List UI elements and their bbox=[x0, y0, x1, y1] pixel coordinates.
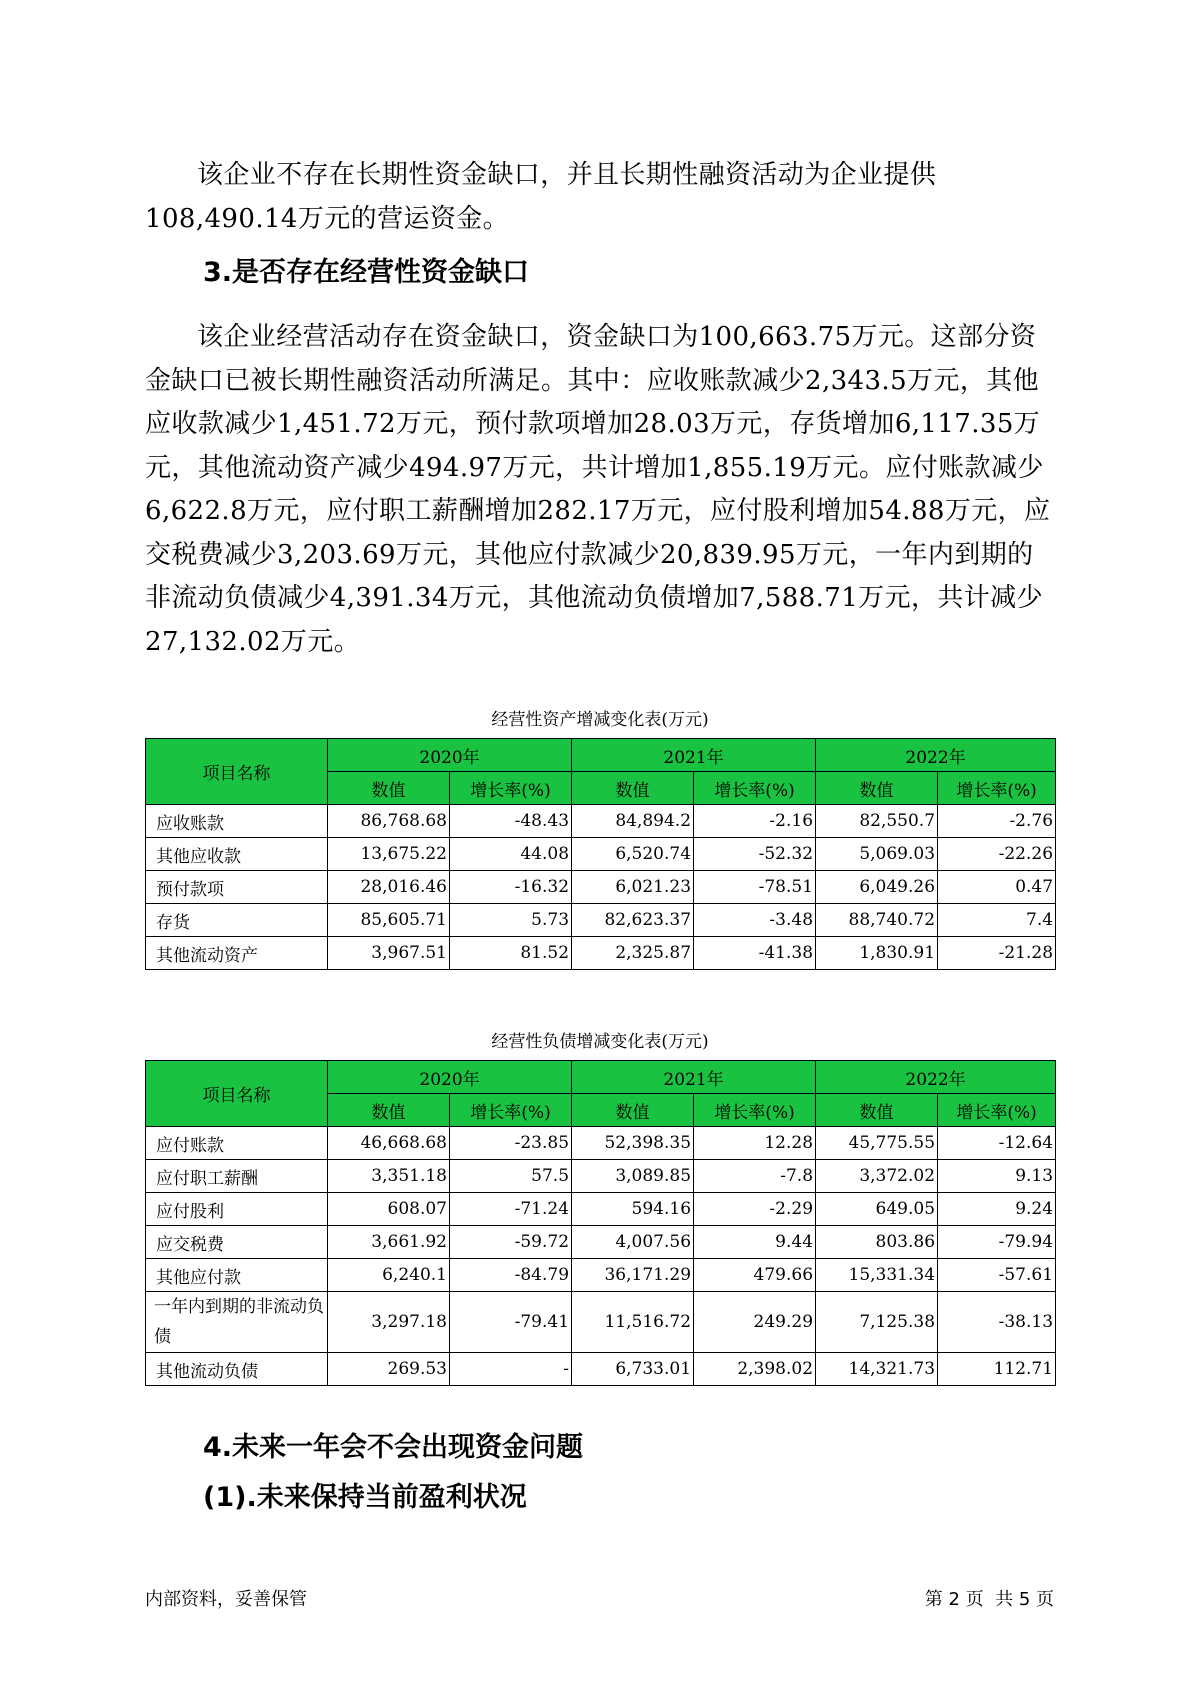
header-value: 数值 bbox=[572, 772, 694, 805]
cell-growth-rate: -79.41 bbox=[450, 1292, 572, 1353]
cell-growth-rate: 81.52 bbox=[450, 937, 572, 970]
footer-page-number: 第 2 页 共 5 页 bbox=[924, 1589, 1054, 1610]
header-value: 数值 bbox=[328, 772, 450, 805]
cell-growth-rate: 9.44 bbox=[694, 1226, 816, 1259]
table-row bbox=[146, 1127, 1056, 1160]
header-year-2022: 2022年 bbox=[816, 739, 1056, 772]
cell-value: 45,775.55 bbox=[816, 1127, 938, 1160]
header-value: 数值 bbox=[816, 1094, 938, 1127]
header-growth: 增长率(%) bbox=[694, 1094, 816, 1127]
assets-table bbox=[145, 738, 1056, 970]
row-item-name: 存货 bbox=[146, 904, 328, 937]
table-row bbox=[146, 1193, 1056, 1226]
row-item-name: 应付股利 bbox=[146, 1193, 328, 1226]
footer-confidential-note: 内部资料，妥善保管 bbox=[145, 1589, 307, 1610]
table-row bbox=[146, 838, 1056, 871]
header-year-2021: 2021年 bbox=[572, 739, 816, 772]
table-row bbox=[146, 1353, 1056, 1386]
row-item-name: 应收账款 bbox=[146, 805, 328, 838]
cell-value: 28,016.46 bbox=[328, 871, 450, 904]
cell-growth-rate: -59.72 bbox=[450, 1226, 572, 1259]
row-item-name: 应付账款 bbox=[146, 1127, 328, 1160]
cell-growth-rate: -23.85 bbox=[450, 1127, 572, 1160]
cell-growth-rate: -57.61 bbox=[938, 1259, 1056, 1292]
cell-growth-rate: 9.13 bbox=[938, 1160, 1056, 1193]
cell-growth-rate: -71.24 bbox=[450, 1193, 572, 1226]
header-item-name: 项目名称 bbox=[146, 1061, 328, 1127]
cell-value: 6,240.1 bbox=[328, 1259, 450, 1292]
cell-value: 85,605.71 bbox=[328, 904, 450, 937]
cell-growth-rate: -2.76 bbox=[938, 805, 1056, 838]
header-year-2020: 2020年 bbox=[328, 739, 572, 772]
cell-growth-rate: 12.28 bbox=[694, 1127, 816, 1160]
cell-value: 6,021.23 bbox=[572, 871, 694, 904]
cell-growth-rate: -38.13 bbox=[938, 1292, 1056, 1353]
header-value: 数值 bbox=[572, 1094, 694, 1127]
cell-growth-rate: -16.32 bbox=[450, 871, 572, 904]
cell-growth-rate: -52.32 bbox=[694, 838, 816, 871]
header-growth: 增长率(%) bbox=[938, 772, 1056, 805]
table-row bbox=[146, 1160, 1056, 1193]
cell-growth-rate: 2,398.02 bbox=[694, 1353, 816, 1386]
cell-value: 4,007.56 bbox=[572, 1226, 694, 1259]
liabilities-table bbox=[145, 1060, 1056, 1386]
section-heading-3: 3.是否存在经营性资金缺口 bbox=[203, 257, 530, 288]
section-heading-4: 4.未来一年会不会出现资金问题 bbox=[203, 1432, 584, 1463]
cell-growth-rate: -2.29 bbox=[694, 1193, 816, 1226]
row-item-name: 预付款项 bbox=[146, 871, 328, 904]
table-row bbox=[146, 871, 1056, 904]
cell-value: 82,623.37 bbox=[572, 904, 694, 937]
table-row bbox=[146, 904, 1056, 937]
cell-value: 269.53 bbox=[328, 1353, 450, 1386]
table-row bbox=[146, 805, 1056, 838]
cell-growth-rate: -12.64 bbox=[938, 1127, 1056, 1160]
table-row bbox=[146, 1259, 1056, 1292]
paragraph-long-term-financing: 该企业不存在长期性资金缺口，并且长期性融资活动为企业提供108,490.14万元的营运资金。 bbox=[145, 160, 937, 234]
cell-value: 52,398.35 bbox=[572, 1127, 694, 1160]
cell-value: 3,089.85 bbox=[572, 1160, 694, 1193]
cell-value: 82,550.7 bbox=[816, 805, 938, 838]
row-item-name: 应交税费 bbox=[146, 1226, 328, 1259]
subsection-heading-4-1: (1).未来保持当前盈利状况 bbox=[203, 1482, 527, 1513]
cell-value: 6,049.26 bbox=[816, 871, 938, 904]
header-growth: 增长率(%) bbox=[450, 772, 572, 805]
cell-growth-rate: 0.47 bbox=[938, 871, 1056, 904]
row-item-name: 其他应收款 bbox=[146, 838, 328, 871]
row-item-name: 应付职工薪酬 bbox=[146, 1160, 328, 1193]
cell-growth-rate: -79.94 bbox=[938, 1226, 1056, 1259]
cell-value: 15,331.34 bbox=[816, 1259, 938, 1292]
paragraph-operating-gap: 该企业经营活动存在资金缺口，资金缺口为100,663.75万元。这部分资金缺口已被长期性融资活动所满足。其中：应收账款减少2,343.5万元，其他应收款减少1,451.72万元，预付款项增加28.03万元，存货增加6,117.35万元，其他流动资产减少494.97万元，共计增加1,855.19万元。应付账款减少6,622.8万元，应付职工薪酬增加282.17万元，应付股利增加54.88万元，应交税费减少3,203.69万元，其他应付款减少20,839.95万元，一年内到期的非流动负债减少4,391.34万元，其他流动负债增加7,588.71万元，共计减少27,132.02万元。 bbox=[145, 322, 1051, 657]
cell-value: 6,733.01 bbox=[572, 1353, 694, 1386]
cell-growth-rate: 5.73 bbox=[450, 904, 572, 937]
cell-value: 3,372.02 bbox=[816, 1160, 938, 1193]
liabilities-table-caption: 经营性负债增减变化表(万元) bbox=[491, 1032, 709, 1052]
cell-growth-rate: 44.08 bbox=[450, 838, 572, 871]
header-value: 数值 bbox=[328, 1094, 450, 1127]
cell-growth-rate: -22.26 bbox=[938, 838, 1056, 871]
header-growth: 增长率(%) bbox=[938, 1094, 1056, 1127]
cell-value: 6,520.74 bbox=[572, 838, 694, 871]
header-year-2021: 2021年 bbox=[572, 1061, 816, 1094]
cell-value: 1,830.91 bbox=[816, 937, 938, 970]
cell-value: 594.16 bbox=[572, 1193, 694, 1226]
cell-value: 88,740.72 bbox=[816, 904, 938, 937]
row-item-name: 其他流动负债 bbox=[146, 1353, 328, 1386]
cell-value: 36,171.29 bbox=[572, 1259, 694, 1292]
cell-growth-rate: 249.29 bbox=[694, 1292, 816, 1353]
header-year-2020: 2020年 bbox=[328, 1061, 572, 1094]
cell-value: 803.86 bbox=[816, 1226, 938, 1259]
cell-value: 3,297.18 bbox=[328, 1292, 450, 1353]
cell-growth-rate: -41.38 bbox=[694, 937, 816, 970]
cell-value: 86,768.68 bbox=[328, 805, 450, 838]
cell-value: 11,516.72 bbox=[572, 1292, 694, 1353]
cell-value: 608.07 bbox=[328, 1193, 450, 1226]
cell-value: 3,967.51 bbox=[328, 937, 450, 970]
header-item-name: 项目名称 bbox=[146, 739, 328, 805]
assets-table-caption: 经营性资产增减变化表(万元) bbox=[491, 710, 709, 730]
cell-growth-rate: -78.51 bbox=[694, 871, 816, 904]
table-row bbox=[146, 1292, 1056, 1353]
cell-value: 14,321.73 bbox=[816, 1353, 938, 1386]
header-growth: 增长率(%) bbox=[450, 1094, 572, 1127]
cell-growth-rate: -84.79 bbox=[450, 1259, 572, 1292]
cell-growth-rate: 7.4 bbox=[938, 904, 1056, 937]
cell-value: 2,325.87 bbox=[572, 937, 694, 970]
header-year-2022: 2022年 bbox=[816, 1061, 1056, 1094]
cell-growth-rate: -48.43 bbox=[450, 805, 572, 838]
cell-value: 84,894.2 bbox=[572, 805, 694, 838]
cell-value: 5,069.03 bbox=[816, 838, 938, 871]
cell-value: 46,668.68 bbox=[328, 1127, 450, 1160]
cell-growth-rate: 9.24 bbox=[938, 1193, 1056, 1226]
cell-growth-rate: -2.16 bbox=[694, 805, 816, 838]
row-item-name: 其他流动资产 bbox=[146, 937, 328, 970]
cell-growth-rate: 479.66 bbox=[694, 1259, 816, 1292]
cell-growth-rate: -7.8 bbox=[694, 1160, 816, 1193]
cell-value: 3,661.92 bbox=[328, 1226, 450, 1259]
header-value: 数值 bbox=[816, 772, 938, 805]
cell-value: 3,351.18 bbox=[328, 1160, 450, 1193]
cell-value: 7,125.38 bbox=[816, 1292, 938, 1353]
table-row bbox=[146, 1226, 1056, 1259]
cell-growth-rate: - bbox=[450, 1353, 572, 1386]
cell-value: 13,675.22 bbox=[328, 838, 450, 871]
header-growth: 增长率(%) bbox=[694, 772, 816, 805]
cell-value: 649.05 bbox=[816, 1193, 938, 1226]
cell-growth-rate: 112.71 bbox=[938, 1353, 1056, 1386]
row-item-name: 一年内到期的非流动负债 bbox=[146, 1292, 328, 1353]
table-row bbox=[146, 937, 1056, 970]
cell-growth-rate: -3.48 bbox=[694, 904, 816, 937]
cell-growth-rate: -21.28 bbox=[938, 937, 1056, 970]
row-item-name: 其他应付款 bbox=[146, 1259, 328, 1292]
cell-growth-rate: 57.5 bbox=[450, 1160, 572, 1193]
